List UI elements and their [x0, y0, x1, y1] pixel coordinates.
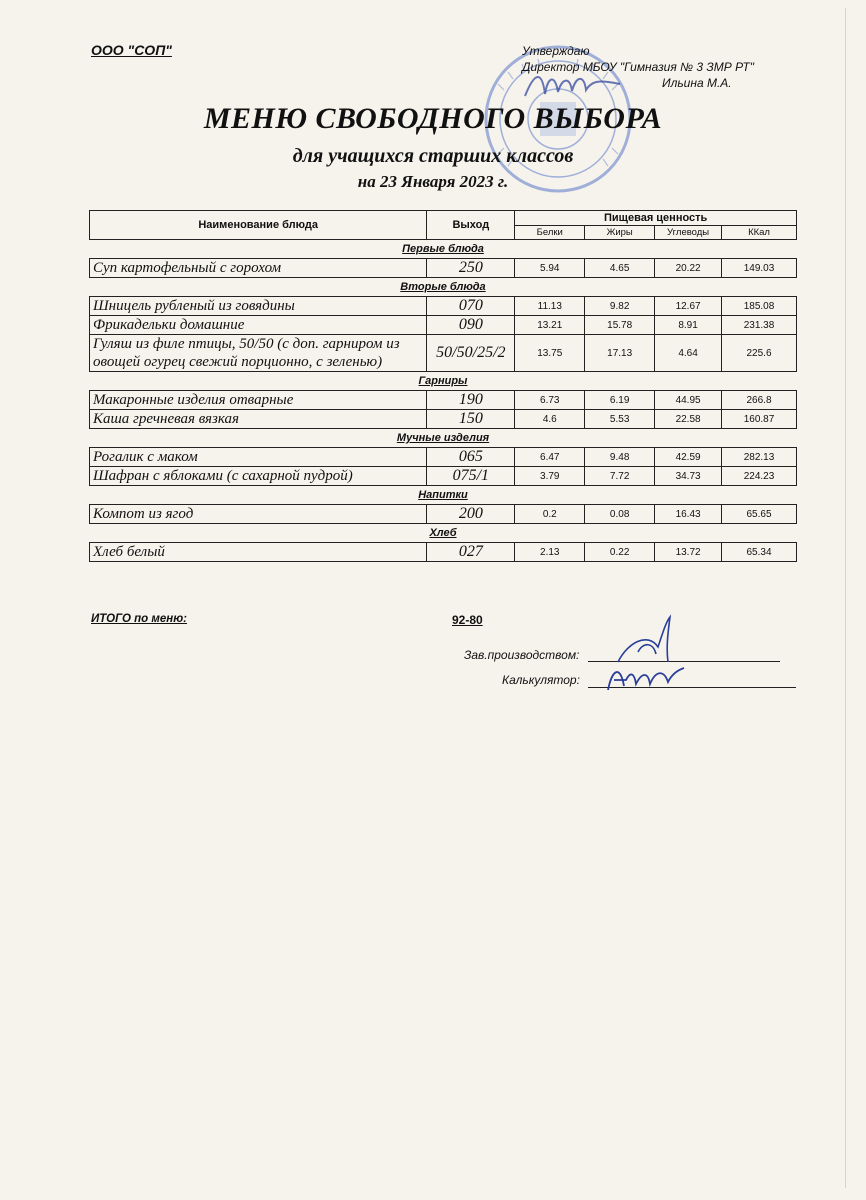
total-value: 92-80: [452, 613, 483, 627]
table-row: [90, 467, 797, 486]
dish-output: 50/50/25/2: [427, 335, 515, 372]
table-row: [90, 259, 797, 278]
dish-kcal: 185.08: [722, 297, 797, 316]
dish-name: Суп картофельный с горохом: [90, 259, 427, 278]
dish-carbs: 42.59: [655, 448, 722, 467]
dish-output: 065: [427, 448, 515, 467]
dish-output: 190: [427, 391, 515, 410]
dish-carbs: 8.91: [655, 316, 722, 335]
dish-protein: 3.79: [515, 467, 585, 486]
dish-carbs: 44.95: [655, 391, 722, 410]
section-title: Мучные изделия: [90, 429, 797, 448]
dish-carbs: 12.67: [655, 297, 722, 316]
dish-kcal: 282.13: [722, 448, 797, 467]
table-row: [90, 297, 797, 316]
dish-name: Каша гречневая вязкая: [90, 410, 427, 429]
dish-kcal: 224.23: [722, 467, 797, 486]
dish-kcal: 149.03: [722, 259, 797, 278]
dish-kcal: 266.8: [722, 391, 797, 410]
dish-kcal: 160.87: [722, 410, 797, 429]
dish-output: 070: [427, 297, 515, 316]
dish-fat: 7.72: [585, 467, 655, 486]
table-row: [90, 448, 797, 467]
section-title: Хлеб: [90, 524, 797, 543]
dish-fat: 4.65: [585, 259, 655, 278]
dish-fat: 17.13: [585, 335, 655, 372]
menu-table: [89, 210, 797, 562]
table-row: [90, 335, 797, 372]
dish-protein: 13.75: [515, 335, 585, 372]
menu-date: на 23 Января 2023 г.: [357, 172, 509, 191]
dish-name: Гуляш из филе птицы, 50/50 (с доп. гарниром из овощей огурец свежий порционно, с зеленью): [90, 335, 427, 372]
dish-fat: 6.19: [585, 391, 655, 410]
approval-line-1: Утверждаю: [522, 44, 590, 58]
section-title: Гарниры: [90, 372, 797, 391]
dish-output: 150: [427, 410, 515, 429]
dish-protein: 6.73: [515, 391, 585, 410]
header-protein: Белки: [515, 226, 585, 240]
header-dish-name: Наименование блюда: [90, 211, 427, 240]
section-title: Первые блюда: [90, 240, 797, 259]
approval-line-2: Директор МБОУ "Гимназия № 3 ЗМР РТ": [522, 60, 755, 74]
dish-output: 027: [427, 543, 515, 562]
approval-block: [522, 43, 802, 91]
dish-protein: 11.13: [515, 297, 585, 316]
dish-protein: 6.47: [515, 448, 585, 467]
dish-fat: 5.53: [585, 410, 655, 429]
organization-name: ООО "СОП": [91, 42, 172, 58]
dish-kcal: 231.38: [722, 316, 797, 335]
table-row: [90, 505, 797, 524]
table-row: [90, 316, 797, 335]
page-title: МЕНЮ СВОБОДНОГО ВЫБОРА: [203, 102, 663, 135]
table-row: [90, 391, 797, 410]
header-carbs: Углеводы: [655, 226, 722, 240]
dish-carbs: 4.64: [655, 335, 722, 372]
section-title: Напитки: [90, 486, 797, 505]
dish-fat: 9.48: [585, 448, 655, 467]
table-row: [90, 543, 797, 562]
calculator-signature: [600, 660, 690, 696]
dish-carbs: 20.22: [655, 259, 722, 278]
dish-name: Рогалик с маком: [90, 448, 427, 467]
dish-fat: 0.08: [585, 505, 655, 524]
dish-kcal: 225.6: [722, 335, 797, 372]
dish-carbs: 16.43: [655, 505, 722, 524]
dish-output: 250: [427, 259, 515, 278]
dish-name: Шницель рубленый из говядины: [90, 297, 427, 316]
dish-name: Компот из ягод: [90, 505, 427, 524]
dish-protein: 4.6: [515, 410, 585, 429]
dish-carbs: 13.72: [655, 543, 722, 562]
dish-output: 090: [427, 316, 515, 335]
table-row: [90, 410, 797, 429]
dish-protein: 13.21: [515, 316, 585, 335]
dish-fat: 15.78: [585, 316, 655, 335]
dish-name: Шафран с яблоками (с сахарной пудрой): [90, 467, 427, 486]
calculator-label: Калькулятор:: [502, 673, 580, 687]
total-label: ИТОГО по меню:: [91, 613, 188, 625]
dish-carbs: 34.73: [655, 467, 722, 486]
dish-output: 200: [427, 505, 515, 524]
page-subtitle: для учащихся старших классов: [292, 145, 574, 167]
dish-fat: 9.82: [585, 297, 655, 316]
approval-line-3: Ильина М.А.: [662, 76, 732, 90]
header-fat: Жиры: [585, 226, 655, 240]
dish-kcal: 65.34: [722, 543, 797, 562]
dish-carbs: 22.58: [655, 410, 722, 429]
dish-name: Макаронные изделия отварные: [90, 391, 427, 410]
section-title: Вторые блюда: [90, 278, 797, 297]
dish-fat: 0.22: [585, 543, 655, 562]
dish-name: Хлеб белый: [90, 543, 427, 562]
dish-protein: 2.13: [515, 543, 585, 562]
dish-kcal: 65.65: [722, 505, 797, 524]
dish-protein: 0.2: [515, 505, 585, 524]
header-kcal: ККал: [722, 226, 797, 240]
production-manager-label: Зав.производством:: [464, 648, 580, 662]
header-output: Выход: [427, 211, 515, 240]
dish-protein: 5.94: [515, 259, 585, 278]
dish-output: 075/1: [427, 467, 515, 486]
header-nutrition: Пищевая ценность: [515, 211, 797, 226]
dish-name: Фрикадельки домашние: [90, 316, 427, 335]
